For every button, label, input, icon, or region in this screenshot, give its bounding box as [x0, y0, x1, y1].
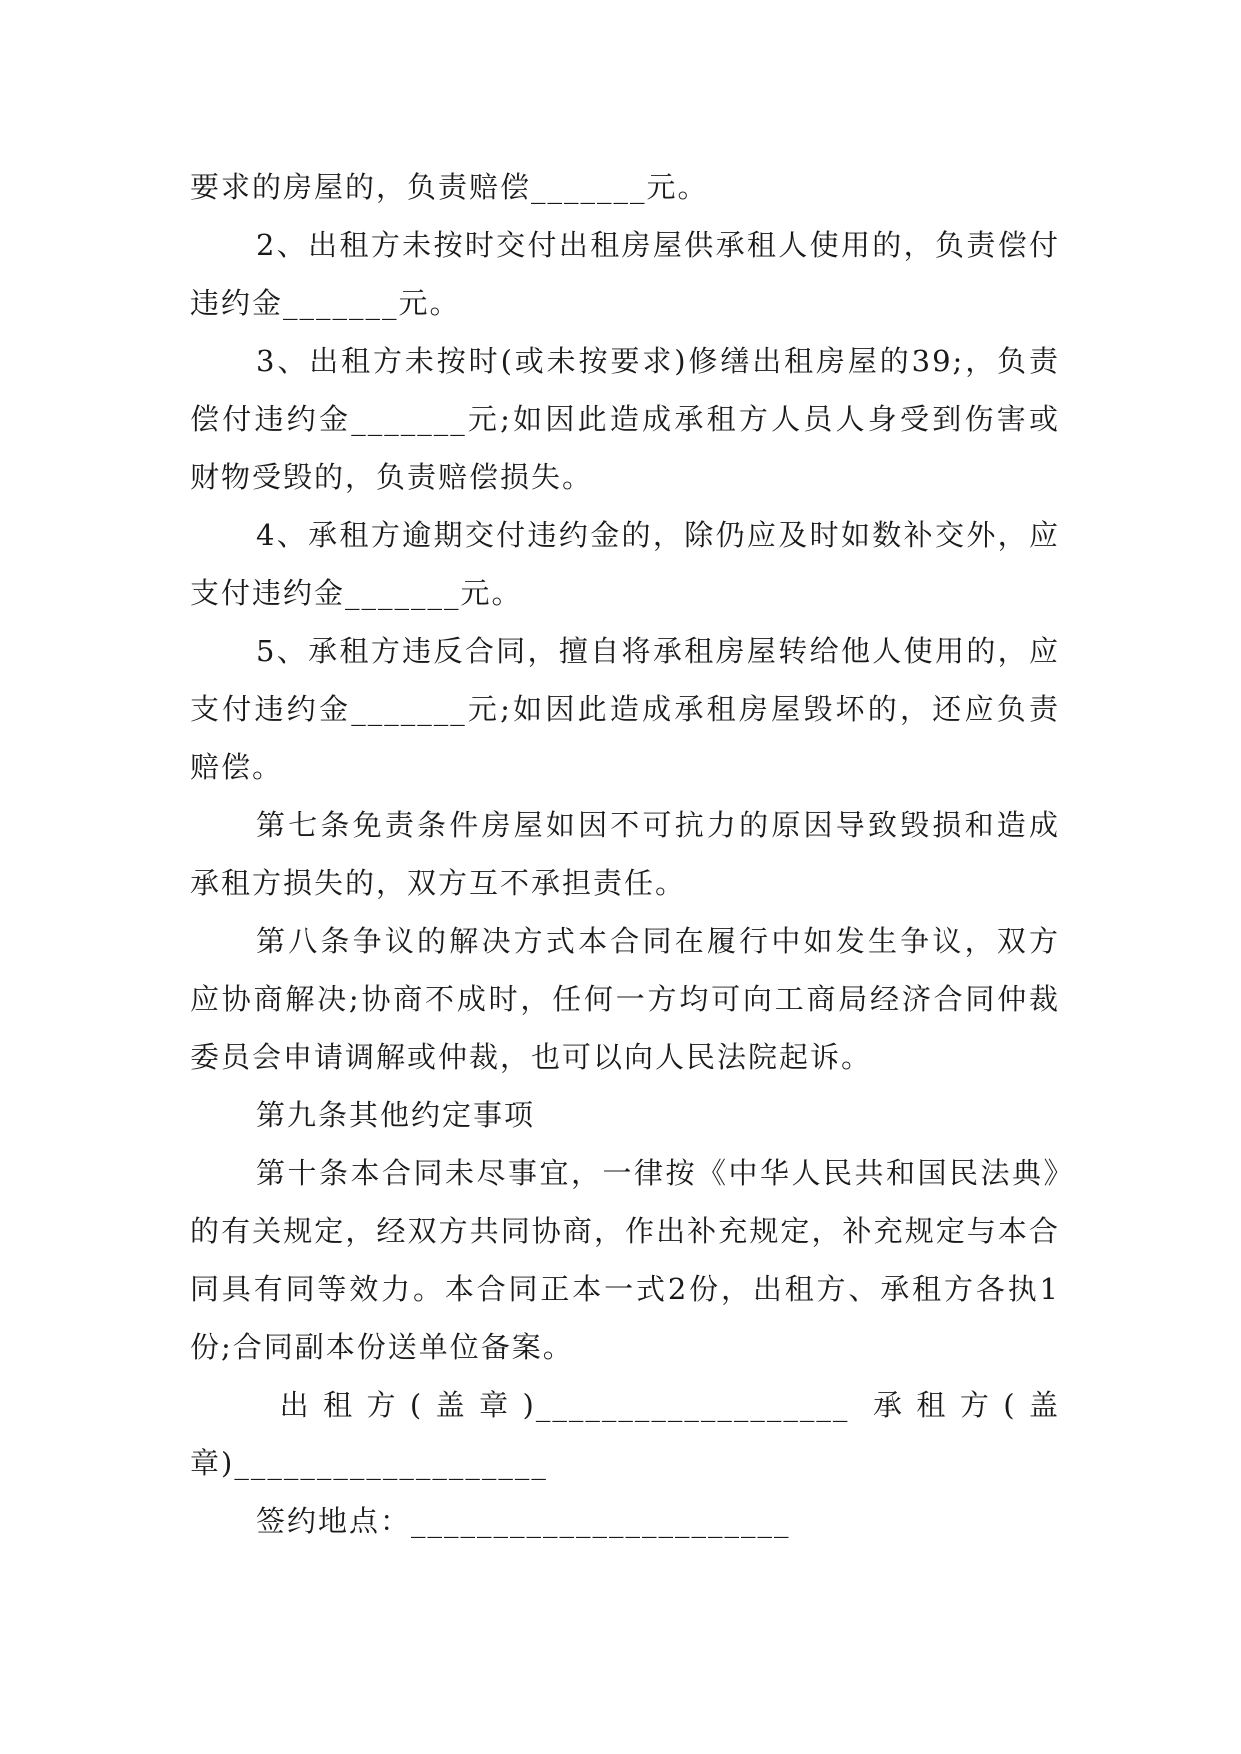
paragraph-compensation-tail: 要求的房屋的，负责赔偿_______元。 [190, 170, 709, 204]
contract-body [190, 158, 1060, 1550]
paragraph-clause-2: 2、出租方未按时交付出租房屋供承租人使用的，负责偿付违约金_______元。 [190, 228, 1060, 320]
paragraph-clause-3: 3、出租方未按时(或未按要求)修缮出租房屋的39;，负责偿付违约金_______元;如因此造成承租方人员人身受到伤害或财物受毁的，负责赔偿损失。 [190, 344, 1060, 494]
signature-line: 出租方(盖章)___________________ 承租方(盖章)___________________ [190, 1388, 1061, 1480]
paragraph-article-9: 第九条其他约定事项 [256, 1098, 536, 1132]
paragraph-article-8: 第八条争议的解决方式本合同在履行中如发生争议，双方应协商解决;协商不成时，任何一方均可向工商局经济合同仲裁委员会申请调解或仲裁，也可以向人民法院起诉。 [190, 924, 1060, 1074]
signing-location-line: 签约地点：_______________________ [256, 1504, 791, 1538]
paragraph-article-7: 第七条免责条件房屋如因不可抗力的原因导致毁损和造成承租方损失的，双方互不承担责任。 [190, 808, 1060, 900]
paragraph-clause-5: 5、承租方违反合同，擅自将承租房屋转给他人使用的，应支付违约金_______元;如因此造成承租房屋毁坏的，还应负责赔偿。 [190, 634, 1060, 784]
paragraph-clause-4: 4、承租方逾期交付违约金的，除仍应及时如数补交外，应支付违约金_______元。 [190, 518, 1060, 610]
paragraph-article-10: 第十条本合同未尽事宜，一律按《中华人民共和国民法典》的有关规定，经双方共同协商，作出补充规定，补充规定与本合同具有同等效力。本合同正本一式2份，出租方、承租方各执1份;合同副本份送单位备案。 [190, 1156, 1060, 1364]
